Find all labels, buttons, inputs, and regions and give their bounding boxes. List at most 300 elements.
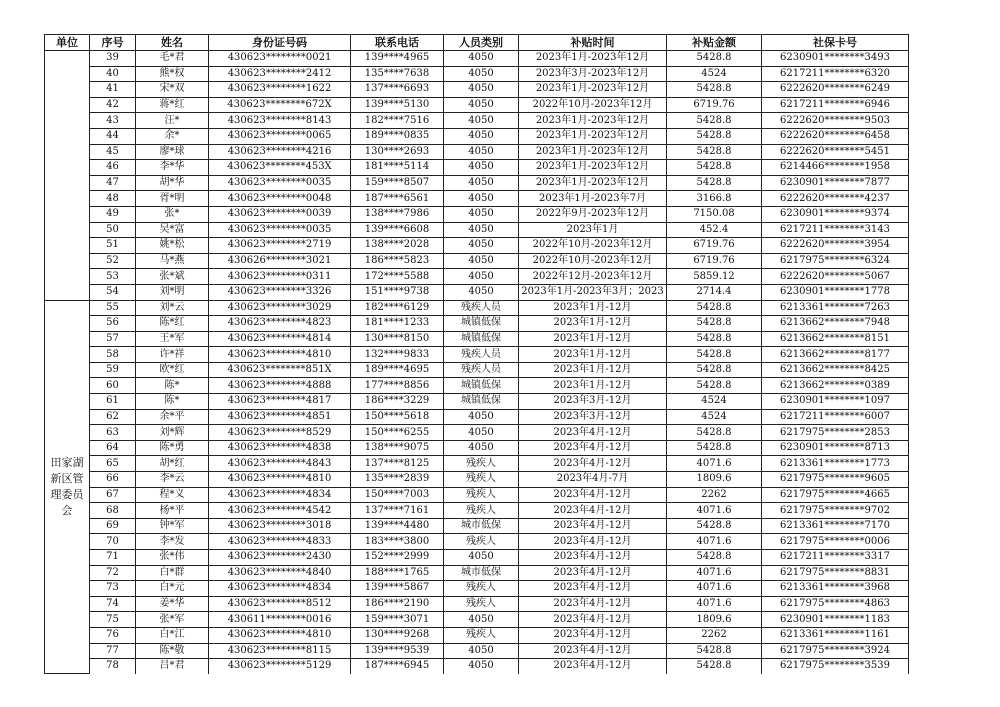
header-phone: 联系电话	[351, 35, 444, 51]
id-number-cell: 430623********0311	[209, 269, 351, 285]
name-cell: 吴*富	[136, 222, 209, 238]
phone-cell: 139****4965	[351, 51, 444, 67]
name-cell: 刘*辉	[136, 425, 209, 441]
amount-cell: 1809.6	[667, 472, 762, 488]
seq-cell: 53	[90, 269, 136, 285]
amount-cell: 5428.8	[667, 316, 762, 332]
seq-cell: 62	[90, 409, 136, 425]
phone-cell: 186****5823	[351, 253, 444, 269]
category-cell: 城镇低保	[444, 331, 519, 347]
amount-cell: 5428.8	[667, 128, 762, 144]
seq-cell: 50	[90, 222, 136, 238]
seq-cell: 77	[90, 643, 136, 659]
seq-cell: 49	[90, 206, 136, 222]
header-name: 姓名	[136, 35, 209, 51]
id-number-cell: 430623********672X	[209, 97, 351, 113]
phone-cell: 150****5618	[351, 409, 444, 425]
period-cell: 2023年1月-12月	[519, 316, 667, 332]
period-cell: 2023年1月-2023年12月	[519, 113, 667, 129]
amount-cell: 5859.12	[667, 269, 762, 285]
amount-cell: 5428.8	[667, 643, 762, 659]
phone-cell: 139****6608	[351, 222, 444, 238]
card-number-cell: 6217211********3317	[762, 550, 909, 566]
phone-cell: 172****5588	[351, 269, 444, 285]
category-cell: 4050	[444, 144, 519, 160]
table-row	[45, 378, 909, 394]
category-cell: 残疾人	[444, 581, 519, 597]
card-number-cell: 6213361********7170	[762, 518, 909, 534]
seq-cell: 70	[90, 534, 136, 550]
name-cell: 陈*敬	[136, 643, 209, 659]
id-number-cell: 430623********2412	[209, 66, 351, 82]
seq-cell: 54	[90, 284, 136, 300]
category-cell: 4050	[444, 238, 519, 254]
category-cell: 4050	[444, 284, 519, 300]
phone-cell: 152****2999	[351, 550, 444, 566]
period-cell: 2022年10月-2023年12月	[519, 238, 667, 254]
id-number-cell: 430623********4834	[209, 487, 351, 503]
period-cell: 2023年1月-2023年12月	[519, 160, 667, 176]
name-cell: 李*华	[136, 160, 209, 176]
phone-cell: 138****9075	[351, 440, 444, 456]
amount-cell: 4071.6	[667, 534, 762, 550]
table-row	[45, 238, 909, 254]
card-number-cell: 6217975********3539	[762, 659, 909, 674]
header-card-number: 社保卡号	[762, 35, 909, 51]
card-number-cell: 6217975********2853	[762, 425, 909, 441]
amount-cell: 5428.8	[667, 425, 762, 441]
id-number-cell: 430623********4838	[209, 440, 351, 456]
amount-cell: 5428.8	[667, 550, 762, 566]
card-number-cell: 6222620********9503	[762, 113, 909, 129]
phone-cell: 159****3071	[351, 612, 444, 628]
category-cell: 4050	[444, 269, 519, 285]
category-cell: 城镇低保	[444, 394, 519, 410]
table-row	[45, 550, 909, 566]
period-cell: 2023年4月-12月	[519, 456, 667, 472]
period-cell: 2022年10月-2023年12月	[519, 97, 667, 113]
amount-cell: 7150.08	[667, 206, 762, 222]
phone-cell: 150****7003	[351, 487, 444, 503]
name-cell: 余*平	[136, 409, 209, 425]
name-cell: 廖*球	[136, 144, 209, 160]
category-cell: 4050	[444, 128, 519, 144]
name-cell: 李*发	[136, 534, 209, 550]
period-cell: 2023年4月-12月	[519, 550, 667, 566]
phone-cell: 139****5130	[351, 97, 444, 113]
phone-cell: 182****7516	[351, 113, 444, 129]
table-row	[45, 394, 909, 410]
table-row	[45, 206, 909, 222]
phone-cell: 187****6561	[351, 191, 444, 207]
id-number-cell: 430623********4851	[209, 409, 351, 425]
category-cell: 4050	[444, 409, 519, 425]
card-number-cell: 6217211********6946	[762, 97, 909, 113]
table-row	[45, 362, 909, 378]
name-cell: 汪*	[136, 113, 209, 129]
category-cell: 残疾人	[444, 534, 519, 550]
table-row	[45, 503, 909, 519]
phone-cell: 177****8856	[351, 378, 444, 394]
category-cell: 4050	[444, 97, 519, 113]
period-cell: 2023年4月-12月	[519, 643, 667, 659]
amount-cell: 5428.8	[667, 518, 762, 534]
amount-cell: 4071.6	[667, 596, 762, 612]
id-number-cell: 430623********4810	[209, 472, 351, 488]
category-cell: 4050	[444, 253, 519, 269]
card-number-cell: 6230901********1183	[762, 612, 909, 628]
id-number-cell: 430623********4810	[209, 627, 351, 643]
table-row	[45, 347, 909, 363]
name-cell: 蒋*红	[136, 97, 209, 113]
id-number-cell: 430623********8512	[209, 596, 351, 612]
name-cell: 杨*平	[136, 503, 209, 519]
category-cell: 4050	[444, 82, 519, 98]
period-cell: 2023年1月-2023年3月；2023	[519, 284, 667, 300]
card-number-cell: 6217975********6324	[762, 253, 909, 269]
seq-cell: 42	[90, 97, 136, 113]
period-cell: 2023年3月-2023年12月	[519, 66, 667, 82]
period-cell: 2023年1月-2023年12月	[519, 175, 667, 191]
header-id-number: 身份证号码	[209, 35, 351, 51]
seq-cell: 76	[90, 627, 136, 643]
header-subsidy-period: 补贴时间	[519, 35, 667, 51]
table-row	[45, 253, 909, 269]
period-cell: 2023年3月-12月	[519, 394, 667, 410]
id-number-cell: 430623********0039	[209, 206, 351, 222]
period-cell: 2023年4月-12月	[519, 425, 667, 441]
phone-cell: 189****4695	[351, 362, 444, 378]
id-number-cell: 430623********4216	[209, 144, 351, 160]
seq-cell: 61	[90, 394, 136, 410]
card-number-cell: 6230901********3493	[762, 51, 909, 67]
category-cell: 城市低保	[444, 565, 519, 581]
phone-cell: 183****3800	[351, 534, 444, 550]
card-number-cell: 6217211********6320	[762, 66, 909, 82]
card-number-cell: 6230901********1097	[762, 394, 909, 410]
table-row	[45, 222, 909, 238]
seq-cell: 40	[90, 66, 136, 82]
phone-cell: 181****5114	[351, 160, 444, 176]
period-cell: 2023年4月-12月	[519, 518, 667, 534]
card-number-cell: 6213662********0389	[762, 378, 909, 394]
phone-cell: 182****6129	[351, 300, 444, 316]
period-cell: 2023年1月-12月	[519, 347, 667, 363]
card-number-cell: 6213361********7263	[762, 300, 909, 316]
id-number-cell: 430623********8143	[209, 113, 351, 129]
table-row	[45, 440, 909, 456]
category-cell: 4050	[444, 66, 519, 82]
card-number-cell: 6217975********3924	[762, 643, 909, 659]
phone-cell: 135****7638	[351, 66, 444, 82]
table-row	[45, 316, 909, 332]
card-number-cell: 6217211********6007	[762, 409, 909, 425]
header-row	[45, 35, 909, 51]
seq-cell: 39	[90, 51, 136, 67]
amount-cell: 2714.4	[667, 284, 762, 300]
category-cell: 残疾人	[444, 487, 519, 503]
period-cell: 2023年4月-12月	[519, 612, 667, 628]
name-cell: 张*	[136, 206, 209, 222]
period-cell: 2023年4月-12月	[519, 487, 667, 503]
card-number-cell: 6213361********1773	[762, 456, 909, 472]
phone-cell: 187****6945	[351, 659, 444, 674]
id-number-cell: 430623********3029	[209, 300, 351, 316]
name-cell: 张*伟	[136, 550, 209, 566]
name-cell: 胡*红	[136, 456, 209, 472]
name-cell: 陈*红	[136, 316, 209, 332]
name-cell: 李*云	[136, 472, 209, 488]
category-cell: 残疾人	[444, 503, 519, 519]
name-cell: 张*斌	[136, 269, 209, 285]
amount-cell: 4524	[667, 66, 762, 82]
period-cell: 2023年1月-12月	[519, 300, 667, 316]
seq-cell: 43	[90, 113, 136, 129]
card-number-cell: 6217975********9702	[762, 503, 909, 519]
phone-cell: 132****9833	[351, 347, 444, 363]
id-number-cell: 430623********0035	[209, 175, 351, 191]
card-number-cell: 6230901********9374	[762, 206, 909, 222]
amount-cell: 4071.6	[667, 565, 762, 581]
period-cell: 2022年12月-2023年12月	[519, 269, 667, 285]
category-cell: 4050	[444, 222, 519, 238]
name-cell: 许*祥	[136, 347, 209, 363]
amount-cell: 4524	[667, 394, 762, 410]
card-number-cell: 6222620********5067	[762, 269, 909, 285]
category-cell: 残疾人员	[444, 362, 519, 378]
header-subsidy-amount: 补贴金额	[667, 35, 762, 51]
card-number-cell: 6230901********1778	[762, 284, 909, 300]
period-cell: 2023年1月-2023年12月	[519, 144, 667, 160]
seq-cell: 45	[90, 144, 136, 160]
seq-cell: 66	[90, 472, 136, 488]
period-cell: 2023年4月-12月	[519, 534, 667, 550]
card-number-cell: 6222620********6249	[762, 82, 909, 98]
seq-cell: 47	[90, 175, 136, 191]
seq-cell: 78	[90, 659, 136, 674]
seq-cell: 73	[90, 581, 136, 597]
table-row	[45, 596, 909, 612]
table-row	[45, 331, 909, 347]
amount-cell: 5428.8	[667, 378, 762, 394]
id-number-cell: 430623********4810	[209, 347, 351, 363]
category-cell: 城镇低保	[444, 378, 519, 394]
table-row	[45, 487, 909, 503]
period-cell: 2023年1月-2023年12月	[519, 128, 667, 144]
name-cell: 马*燕	[136, 253, 209, 269]
table-row	[45, 472, 909, 488]
seq-cell: 55	[90, 300, 136, 316]
id-number-cell: 430623********0048	[209, 191, 351, 207]
name-cell: 熊*权	[136, 66, 209, 82]
phone-cell: 139****4480	[351, 518, 444, 534]
header-category: 人员类别	[444, 35, 519, 51]
name-cell: 程*义	[136, 487, 209, 503]
period-cell: 2023年1月-2023年12月	[519, 82, 667, 98]
table-row	[45, 113, 909, 129]
name-cell: 胥*明	[136, 191, 209, 207]
category-cell: 残疾人	[444, 472, 519, 488]
period-cell: 2023年1月-12月	[519, 331, 667, 347]
card-number-cell: 6213662********8177	[762, 347, 909, 363]
amount-cell: 5428.8	[667, 347, 762, 363]
amount-cell: 6719.76	[667, 238, 762, 254]
table-row	[45, 97, 909, 113]
table-row	[45, 518, 909, 534]
period-cell: 2023年4月-12月	[519, 440, 667, 456]
amount-cell: 5428.8	[667, 440, 762, 456]
phone-cell: 189****0835	[351, 128, 444, 144]
seq-cell: 64	[90, 440, 136, 456]
header-unit: 单位	[45, 35, 90, 51]
category-cell: 残疾人	[444, 596, 519, 612]
category-cell: 4050	[444, 206, 519, 222]
seq-cell: 74	[90, 596, 136, 612]
id-number-cell: 430623********3326	[209, 284, 351, 300]
amount-cell: 4071.6	[667, 503, 762, 519]
id-number-cell: 430623********5129	[209, 659, 351, 674]
category-cell: 4050	[444, 425, 519, 441]
table-row	[45, 284, 909, 300]
period-cell: 2023年4月-12月	[519, 565, 667, 581]
phone-cell: 151****9738	[351, 284, 444, 300]
seq-cell: 46	[90, 160, 136, 176]
unit-cell: 田家湖新区管理委员会	[45, 300, 90, 674]
card-number-cell: 6213662********8425	[762, 362, 909, 378]
amount-cell: 5428.8	[667, 331, 762, 347]
category-cell: 4050	[444, 659, 519, 674]
id-number-cell: 430623********0065	[209, 128, 351, 144]
phone-cell: 139****9539	[351, 643, 444, 659]
amount-cell: 4071.6	[667, 581, 762, 597]
id-number-cell: 430611********0016	[209, 612, 351, 628]
card-number-cell: 6222620********6458	[762, 128, 909, 144]
table-row	[45, 191, 909, 207]
seq-cell: 58	[90, 347, 136, 363]
seq-cell: 68	[90, 503, 136, 519]
period-cell: 2023年4月-12月	[519, 659, 667, 674]
category-cell: 残疾人员	[444, 347, 519, 363]
period-cell: 2023年4月-7月	[519, 472, 667, 488]
amount-cell: 6719.76	[667, 97, 762, 113]
amount-cell: 4524	[667, 409, 762, 425]
table-body	[45, 51, 909, 674]
name-cell: 白*元	[136, 581, 209, 597]
table-row	[45, 269, 909, 285]
amount-cell: 5428.8	[667, 659, 762, 674]
table-row	[45, 144, 909, 160]
table-row	[45, 409, 909, 425]
card-number-cell: 6213361********3968	[762, 581, 909, 597]
phone-cell: 137****6693	[351, 82, 444, 98]
name-cell: 宋*双	[136, 82, 209, 98]
period-cell: 2022年10月-2023年12月	[519, 253, 667, 269]
category-cell: 4050	[444, 191, 519, 207]
category-cell: 残疾人	[444, 627, 519, 643]
amount-cell: 3166.8	[667, 191, 762, 207]
category-cell: 4050	[444, 440, 519, 456]
amount-cell: 4071.6	[667, 456, 762, 472]
id-number-cell: 430623********851X	[209, 362, 351, 378]
table-row	[45, 66, 909, 82]
card-number-cell: 6222620********3954	[762, 238, 909, 254]
id-number-cell: 430623********4843	[209, 456, 351, 472]
phone-cell: 135****2839	[351, 472, 444, 488]
name-cell: 陈*	[136, 378, 209, 394]
amount-cell: 5428.8	[667, 160, 762, 176]
seq-cell: 59	[90, 362, 136, 378]
amount-cell: 2262	[667, 487, 762, 503]
id-number-cell: 430623********2719	[209, 238, 351, 254]
id-number-cell: 430623********4814	[209, 331, 351, 347]
card-number-cell: 6213662********7948	[762, 316, 909, 332]
phone-cell: 186****2190	[351, 596, 444, 612]
phone-cell: 150****6255	[351, 425, 444, 441]
category-cell: 4050	[444, 175, 519, 191]
card-number-cell: 6217975********4665	[762, 487, 909, 503]
phone-cell: 137****7161	[351, 503, 444, 519]
id-number-cell: 430623********0021	[209, 51, 351, 67]
phone-cell: 181****1233	[351, 316, 444, 332]
phone-cell: 139****5867	[351, 581, 444, 597]
seq-cell: 63	[90, 425, 136, 441]
period-cell: 2023年1月	[519, 222, 667, 238]
category-cell: 4050	[444, 643, 519, 659]
amount-cell: 5428.8	[667, 82, 762, 98]
id-number-cell: 430623********4817	[209, 394, 351, 410]
name-cell: 姚*松	[136, 238, 209, 254]
amount-cell: 5428.8	[667, 362, 762, 378]
id-number-cell: 430623********8115	[209, 643, 351, 659]
category-cell: 4050	[444, 160, 519, 176]
period-cell: 2023年4月-12月	[519, 503, 667, 519]
amount-cell: 5428.8	[667, 51, 762, 67]
seq-cell: 48	[90, 191, 136, 207]
period-cell: 2023年1月-2023年7月	[519, 191, 667, 207]
id-number-cell: 430623********2430	[209, 550, 351, 566]
name-cell: 白*群	[136, 565, 209, 581]
table-row	[45, 425, 909, 441]
name-cell: 毛*君	[136, 51, 209, 67]
period-cell: 2022年9月-2023年12月	[519, 206, 667, 222]
amount-cell: 5428.8	[667, 175, 762, 191]
phone-cell: 130****8150	[351, 331, 444, 347]
phone-cell: 138****7986	[351, 206, 444, 222]
card-number-cell: 6217975********8831	[762, 565, 909, 581]
card-number-cell: 6230901********8713	[762, 440, 909, 456]
card-number-cell: 6222620********5451	[762, 144, 909, 160]
card-number-cell: 6214466********1958	[762, 160, 909, 176]
table-row	[45, 581, 909, 597]
seq-cell: 67	[90, 487, 136, 503]
phone-cell: 130****9268	[351, 627, 444, 643]
name-cell: 钟*军	[136, 518, 209, 534]
card-number-cell: 6217975********9605	[762, 472, 909, 488]
seq-cell: 71	[90, 550, 136, 566]
card-number-cell: 6217975********4863	[762, 596, 909, 612]
amount-cell: 5428.8	[667, 144, 762, 160]
table-row	[45, 128, 909, 144]
table-row	[45, 612, 909, 628]
name-cell: 余*	[136, 128, 209, 144]
card-number-cell: 6222620********4237	[762, 191, 909, 207]
period-cell: 2023年3月-12月	[519, 409, 667, 425]
phone-cell: 130****2693	[351, 144, 444, 160]
id-number-cell: 430623********4542	[209, 503, 351, 519]
name-cell: 吕*君	[136, 659, 209, 674]
seq-cell: 51	[90, 238, 136, 254]
table-row	[45, 51, 909, 67]
